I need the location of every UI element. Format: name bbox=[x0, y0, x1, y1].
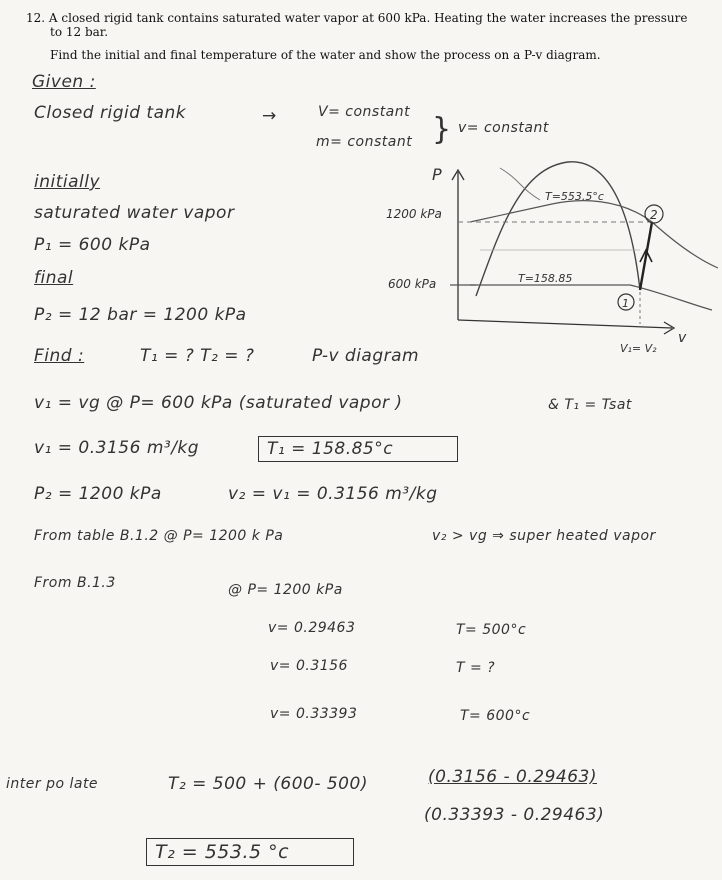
t1-saturation: & T₁ = Tsat bbox=[548, 397, 632, 413]
given-heading: Given : bbox=[32, 72, 96, 92]
state-2-label: 2 bbox=[650, 208, 658, 222]
isotherm-low bbox=[470, 285, 712, 310]
problem-line-1: A closed rigid tank contains saturated water vapor at 600 kPa. Heating the water increases the pressure bbox=[48, 11, 688, 25]
initial-pressure: P₁ = 600 kPa bbox=[34, 235, 151, 255]
initial-heading: initially bbox=[34, 172, 101, 192]
p-axis-arrowhead-icon bbox=[452, 170, 464, 180]
find-diagram: P-v diagram bbox=[312, 346, 420, 366]
table-row-1-v: v= 0.29463 bbox=[268, 620, 356, 636]
table-line: From table B.1.2 @ P= 1200 k Pa bbox=[34, 528, 284, 544]
interp-denominator: (0.33393 - 0.29463) bbox=[424, 805, 605, 825]
interpolate-label: inter po late bbox=[6, 776, 99, 792]
v-axis-arrowhead-icon bbox=[664, 322, 674, 334]
problem-number: 12. bbox=[26, 11, 46, 25]
table-row-2-t: T = ? bbox=[456, 660, 496, 676]
initial-state: saturated water vapor bbox=[34, 203, 235, 223]
given-arrow: → bbox=[262, 106, 277, 126]
superheated-line: v₂ > vg ⇒ super heated vapor bbox=[432, 528, 656, 544]
final-pressure: P₂ = 12 bar = 1200 kPa bbox=[34, 305, 247, 325]
process-line bbox=[640, 222, 652, 290]
state-1-label: 1 bbox=[622, 297, 629, 310]
from-b13: From B.1.3 bbox=[34, 575, 116, 591]
problem-line-3: Find the initial and final temperature of the water and show the process on a P-v diagram. bbox=[50, 48, 601, 62]
given-brace: } bbox=[432, 112, 452, 147]
at-pressure: @ P= 1200 kPa bbox=[228, 582, 343, 598]
table-row-3-v: v= 0.33393 bbox=[270, 706, 358, 722]
given-spec-volume-constant: v= constant bbox=[458, 120, 549, 136]
v-equal-label: V₁= V₂ bbox=[620, 342, 657, 355]
t1-result-box: T₁ = 158.85°c bbox=[258, 436, 458, 462]
p-high-label: 1200 kPa bbox=[386, 207, 442, 221]
p-low-label: 600 kPa bbox=[388, 277, 437, 291]
interp-numerator: (0.3156 - 0.29463) bbox=[428, 767, 597, 787]
state-2-marker bbox=[645, 205, 663, 223]
given-v-constant: V= constant bbox=[318, 104, 411, 120]
p-axis-label: P bbox=[432, 165, 442, 184]
problem-statement bbox=[26, 10, 706, 26]
t-high-label: T=553.5°c bbox=[545, 190, 604, 203]
p2-line: P₂ = 1200 kPa bbox=[34, 484, 162, 504]
find-temperatures: T₁ = ? T₂ = ? bbox=[140, 346, 255, 366]
t-low-label: T=158.85 bbox=[518, 272, 573, 285]
v1-value: v₁ = 0.3156 m³/kg bbox=[34, 438, 200, 458]
t2-result-box: T₂ = 553.5 °c bbox=[146, 838, 354, 866]
table-row-2-v: v= 0.3156 bbox=[270, 658, 348, 674]
t2-equation: T₂ = 500 + (600- 500) bbox=[168, 774, 368, 794]
v2-line: v₂ = v₁ = 0.3156 m³/kg bbox=[228, 484, 438, 504]
v-axis bbox=[458, 320, 672, 328]
isotherm-high bbox=[470, 201, 718, 268]
saturation-dome bbox=[476, 162, 640, 296]
v-axis-label: v bbox=[678, 330, 687, 346]
v1-line: v₁ = vg @ P= 600 kPa (saturated vapor ) bbox=[34, 393, 403, 413]
table-row-1-t: T= 500°c bbox=[456, 622, 527, 638]
given-tank: Closed rigid tank bbox=[34, 103, 187, 123]
process-arrowhead-icon bbox=[640, 250, 652, 262]
upper-curve bbox=[500, 168, 540, 200]
problem-line-2: to 12 bar. bbox=[50, 25, 109, 39]
given-m-constant: m= constant bbox=[316, 134, 413, 150]
state-1-marker bbox=[618, 294, 634, 310]
find-label: Find : bbox=[34, 346, 85, 366]
table-row-3-t: T= 600°c bbox=[460, 708, 531, 724]
final-heading: final bbox=[34, 268, 74, 288]
